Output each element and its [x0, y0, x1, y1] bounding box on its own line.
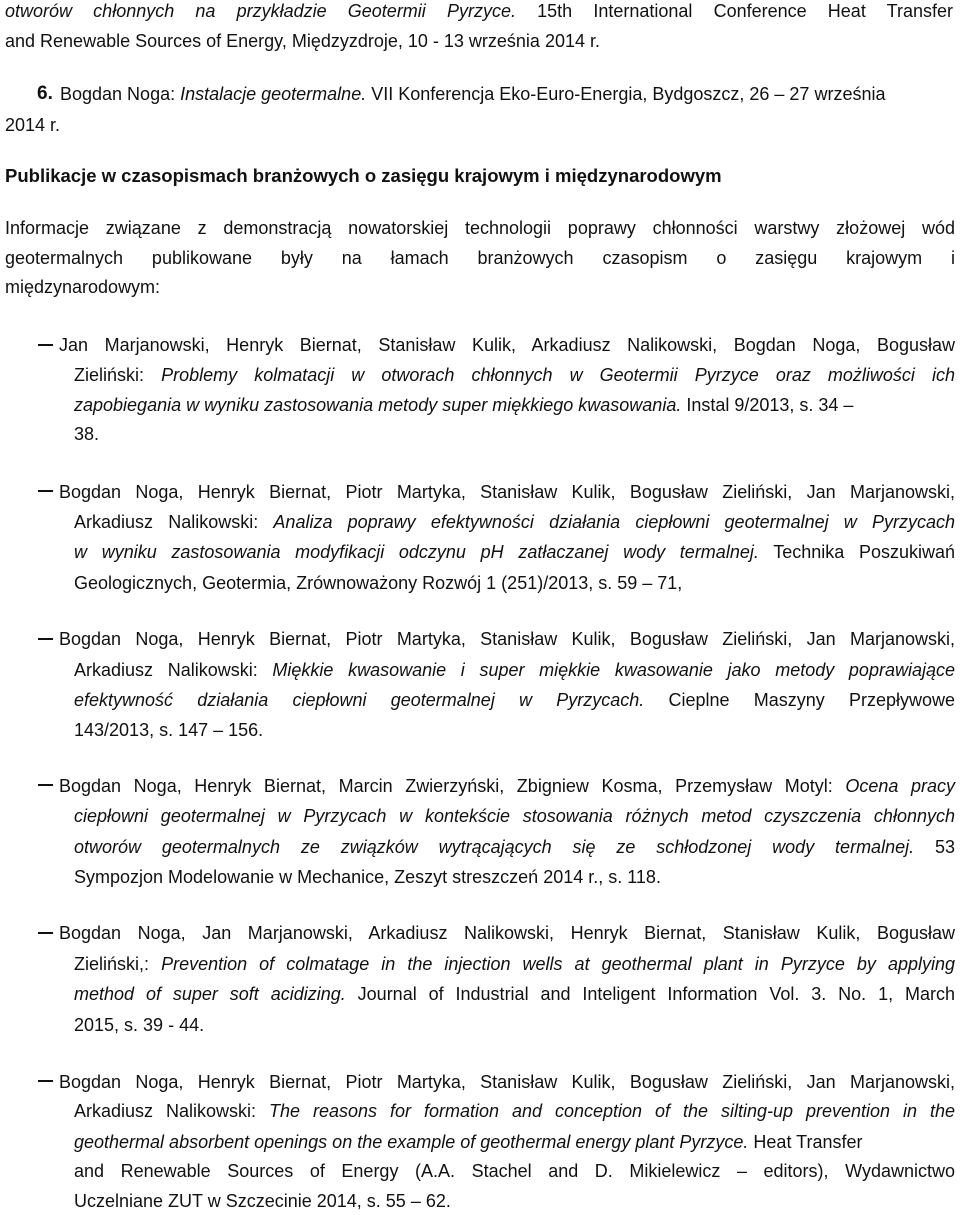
pub-6-title: The reasons for formation and conception of the silting-up prevention in the: [269, 1101, 956, 1121]
item-6-number: 6.: [37, 83, 53, 104]
pub-6-line-1: Bogdan Noga, Henryk Biernat, Piotr Martyka, Stanisław Kulik, Bogusław Zieliński, Jan Marjanowski,: [59, 1072, 955, 1092]
bullet-dash: [38, 784, 53, 786]
pub-6-line-2: [74, 1097, 955, 1125]
section-heading: Publikacje w czasopismach branżowych o zasięgu krajowym i międzynarodowym: [5, 165, 722, 186]
pub-4-line-3: [74, 833, 955, 861]
pub-3-source: Cieplne Maszyny Przepływowe: [644, 690, 955, 710]
pub-1-line-3: [74, 391, 960, 419]
pub-2-line-1: Bogdan Noga, Henryk Biernat, Piotr Martyka, Stanisław Kulik, Bogusław Zieliński, Jan Marjanowski,: [59, 482, 955, 502]
pub-5-line-4: 2015, s. 39 - 44.: [74, 1015, 205, 1035]
pub-5-line-3: [74, 980, 955, 1008]
pub-6-authors-tail: Arkadiusz Nalikowski:: [74, 1101, 269, 1121]
pub-4-authors: Bogdan Noga, Henryk Biernat, Marcin Zwierzyński, Zbigniew Kosma, Przemysław Motyl:: [59, 776, 846, 796]
pub-4-title: Ocena pracy: [845, 776, 955, 796]
pub-4-line-1: [59, 772, 955, 800]
pub-1-line-4: 38.: [74, 424, 100, 444]
item-6-line-1: [60, 80, 960, 108]
pub-3-title-tail: efektywność działania ciepłowni geotermalnej w Pyrzycach.: [74, 690, 645, 710]
bullet-dash: [38, 490, 53, 492]
bullet-dash: [38, 932, 53, 934]
pub-6-line-3: [74, 1128, 960, 1156]
pub-4-line-4: Sympozjon Modelowanie w Mechanice, Zeszyt streszczeń 2014 r., s. 118.: [74, 867, 661, 887]
pub-6-line-5: Uczelniane ZUT w Szczecinie 2014, s. 55 – 62.: [74, 1191, 451, 1211]
pub-2-authors-tail: Arkadiusz Nalikowski:: [74, 512, 274, 532]
pub-6-source: Heat Transfer: [748, 1132, 863, 1152]
pub-2-title: Analiza poprawy efektywności działania ciepłowni geotermalnej w Pyrzycach: [273, 512, 955, 532]
pub-5-line-1: Bogdan Noga, Jan Marjanowski, Arkadiusz Nalikowski, Henryk Biernat, Stanisław Kulik, Bogusław: [59, 923, 955, 943]
pub-5-line-2: [74, 950, 955, 978]
pub-1-authors-tail: Zieliński:: [74, 365, 162, 385]
item-6-venue: VII Konferencja Eko-Euro-Energia, Bydgoszcz, 26 – 27 września: [366, 84, 886, 104]
pub-1-line-2: [74, 361, 955, 389]
bullet-dash: [38, 638, 53, 640]
pub-2-source: Technika Poszukiwań: [758, 542, 955, 562]
pub-6-line-4: and Renewable Sources of Energy (A.A. Stachel and D. Mikielewicz – editors), Wydawnictwo: [74, 1161, 955, 1181]
pub-1-source: Instal 9/2013, s. 34 –: [681, 395, 854, 415]
item-6-author: Bogdan Noga:: [60, 84, 181, 104]
pub-3-authors-tail: Arkadiusz Nalikowski:: [74, 660, 273, 680]
pub-3-line-1: Bogdan Noga, Henryk Biernat, Piotr Martyka, Stanisław Kulik, Bogusław Zieliński, Jan Marjanowski,: [59, 629, 955, 649]
pub-5-source: Journal of Industrial and Inteligent Information Vol. 3. No. 1, March: [345, 984, 956, 1004]
bullet-dash: [38, 344, 53, 346]
pub-5-authors-tail: Zieliński,:: [74, 954, 162, 974]
pub-5-title: Prevention of colmatage in the injection wells at geothermal plant in Pyrzyce by applying: [161, 954, 956, 974]
pub-3-line-2: [74, 656, 955, 684]
pub-1-title-tail: zapobiegania w wyniku zastosowania metody super miękkiego kwasowania.: [74, 395, 682, 415]
intro-conference: 15th International Conference Heat Transfer: [515, 1, 954, 21]
item-6-line-2: 2014 r.: [5, 115, 61, 135]
pub-4-title-tail: otworów geotermalnych ze związków wytrącających się ze schłodzonej wody termalnej.: [74, 837, 915, 857]
pub-6-title-tail: geothermal absorbent openings on the example of geothermal energy plant Pyrzyce.: [74, 1132, 749, 1152]
intro-line-1: [5, 0, 953, 25]
paragraph-line-3: międzynarodowym:: [5, 277, 161, 297]
intro-line-2: and Renewable Sources of Energy, Międzyzdroje, 10 - 13 września 2014 r.: [5, 31, 600, 51]
pub-3-line-3: [74, 686, 955, 714]
pub-2-title-tail: w wyniku zastosowania modyfikacji odczynu pH zatłaczanej wody termalnej.: [74, 542, 759, 562]
pub-4-source: 53: [914, 837, 955, 857]
item-6-title: Instalacje geotermalne.: [180, 84, 367, 104]
paragraph-line-2: geotermalnych publikowane były na łamach branżowych czasopism o zasięgu krajowym i: [5, 248, 955, 268]
pub-4-line-2: ciepłowni geotermalnej w Pyrzycach w kontekście stosowania różnych metod czyszczenia chłonnych: [74, 806, 955, 826]
paragraph-line-1: Informacje związane z demonstracją nowatorskiej technologii poprawy chłonności warstwy złożowej wód: [5, 218, 955, 238]
bullet-dash: [38, 1080, 53, 1082]
pub-3-line-4: 143/2013, s. 147 – 156.: [74, 720, 264, 740]
pub-2-line-4: Geologicznych, Geotermia, Zrównoważony Rozwój 1 (251)/2013, s. 59 – 71,: [74, 573, 683, 593]
intro-title-tail: otworów chłonnych na przykładzie Geotermii Pyrzyce.: [5, 1, 516, 21]
pub-1-title: Problemy kolmatacji w otworach chłonnych w Geotermii Pyrzyce oraz możliwości ich: [161, 365, 956, 385]
pub-2-line-2: [74, 508, 955, 536]
pub-2-line-3: [74, 538, 955, 566]
pub-3-title: Miękkie kwasowanie i super miękkie kwasowanie jako metody poprawiające: [272, 660, 955, 680]
pub-1-line-1: Jan Marjanowski, Henryk Biernat, Stanisław Kulik, Arkadiusz Nalikowski, Bogdan Noga, Bogusław: [59, 335, 955, 355]
pub-5-title-tail: method of super soft acidizing.: [74, 984, 346, 1004]
